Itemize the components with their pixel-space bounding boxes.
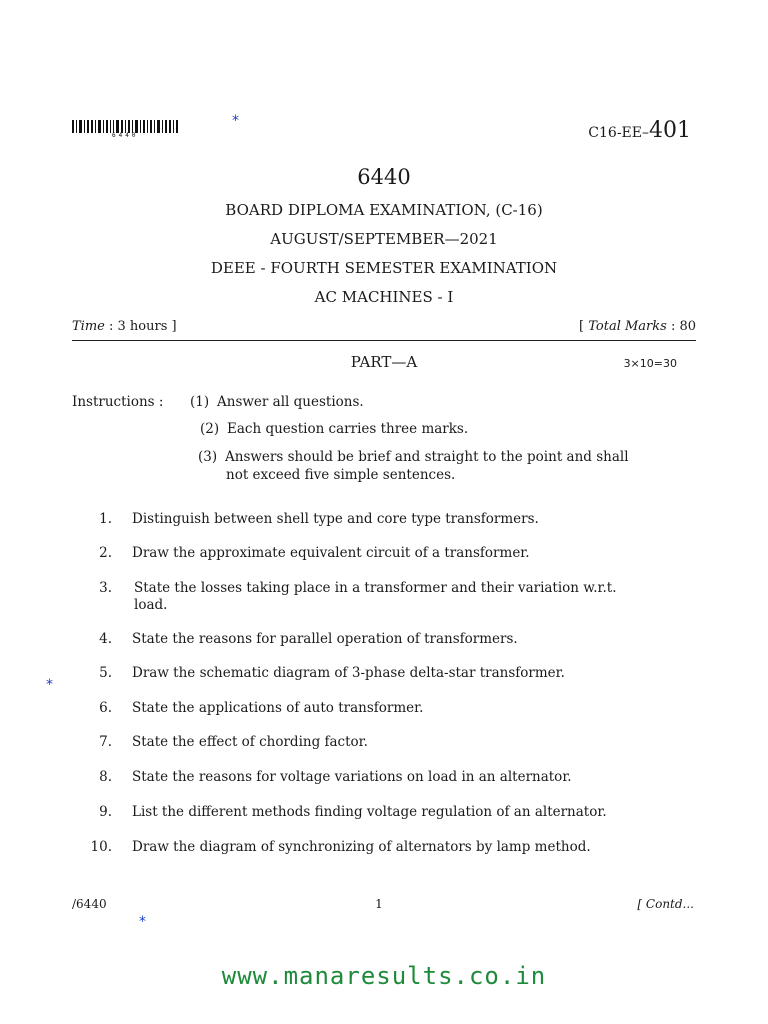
marks-label: Total Marks <box>588 319 667 334</box>
marks-value: : 80 <box>666 319 696 334</box>
instruction-text: Each question carries three marks. <box>227 421 469 437</box>
instructions-label: Instructions : <box>72 394 164 410</box>
continued-note: [ Contd... <box>637 897 694 911</box>
question-number: 4. <box>99 631 112 647</box>
instruction-number: (2) <box>200 421 220 437</box>
question-number: 1. <box>99 511 112 527</box>
question-text-continued: load. <box>134 597 168 613</box>
question-text: State the losses taking place in a transformer and their variation w.r.t. <box>134 580 617 596</box>
question-text: Draw the diagram of synchronizing of alternators by lamp method. <box>132 839 591 855</box>
footer-ref: /6440 <box>72 897 107 911</box>
instruction-text: Answer all questions. <box>217 394 364 410</box>
subject-code-prefix: C16-EE– <box>588 125 649 141</box>
question-text: State the applications of auto transformer. <box>132 700 424 716</box>
subject-code-number: 401 <box>649 118 691 143</box>
paper-code: 6440 <box>357 165 411 189</box>
star-mark: * <box>232 113 239 129</box>
time-info <box>72 319 177 334</box>
instruction-item <box>198 448 678 484</box>
question-text: State the effect of chording factor. <box>132 734 368 750</box>
instruction-number: (3) <box>198 449 218 465</box>
instruction-item <box>200 421 468 437</box>
subject-code <box>588 118 691 143</box>
question-text: Draw the schematic diagram of 3-phase delta-star transformer. <box>132 665 565 681</box>
question-number: 7. <box>99 734 112 750</box>
instruction-number: (1) <box>190 394 210 410</box>
total-marks-info <box>579 319 696 334</box>
question-number: 5. <box>99 665 112 681</box>
instruction-item <box>190 394 364 410</box>
barcode-number: 6440 <box>112 132 139 139</box>
barcode <box>72 120 182 142</box>
question-text: List the different methods finding voltage regulation of an alternator. <box>132 804 607 820</box>
instruction-text-continued: not exceed five simple sentences. <box>226 467 456 483</box>
part-marks: 3×10=30 <box>623 357 677 370</box>
session-title: AUGUST/SEPTEMBER—2021 <box>270 230 498 248</box>
star-mark: * <box>46 677 53 693</box>
question-number: 9. <box>99 804 112 820</box>
question-number: 8. <box>99 769 112 785</box>
question-text: State the reasons for voltage variations on load in an alternator. <box>132 769 572 785</box>
page-number: 1 <box>375 897 383 911</box>
question-number: 10. <box>90 839 112 855</box>
header-divider <box>72 340 696 341</box>
subject-title: AC MACHINES - I <box>314 288 454 306</box>
question-text: Distinguish between shell type and core type transformers. <box>132 511 539 527</box>
part-title: PART—A <box>350 353 418 371</box>
board-title: BOARD DIPLOMA EXAMINATION, (C-16) <box>225 201 543 219</box>
exam-title: DEEE - FOURTH SEMESTER EXAMINATION <box>210 259 558 277</box>
question-number: 2. <box>99 545 112 561</box>
question-text: State the reasons for parallel operation of transformers. <box>132 631 518 647</box>
instruction-text: Answers should be brief and straight to the point and shall <box>225 449 629 465</box>
website-link[interactable]: www.manaresults.co.in <box>221 962 547 990</box>
star-mark: * <box>139 914 146 930</box>
marks-prefix: [ <box>579 319 589 334</box>
question-number: 3. <box>99 580 112 596</box>
time-value: : 3 hours ] <box>104 319 177 334</box>
question-number: 6. <box>99 700 112 716</box>
question-text: Draw the approximate equivalent circuit of a transformer. <box>132 545 530 561</box>
time-label: Time <box>72 319 105 334</box>
